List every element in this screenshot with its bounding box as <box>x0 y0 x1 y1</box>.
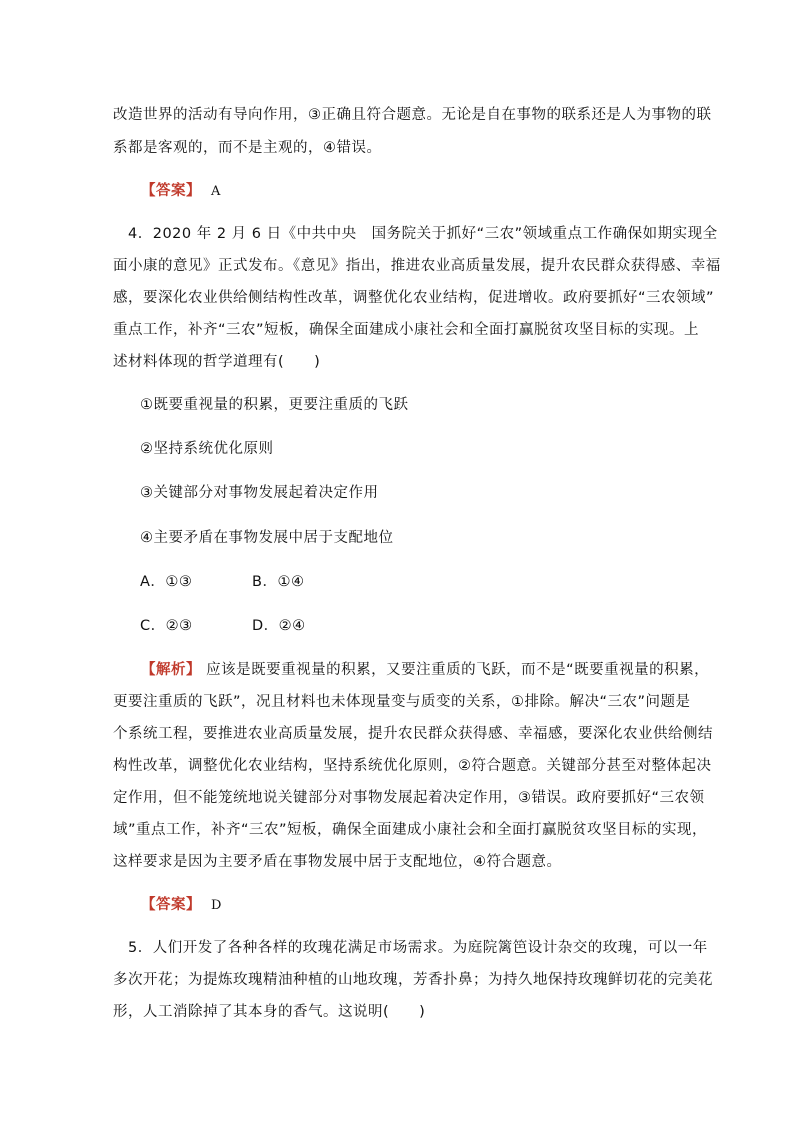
analysis-4-line-5: 定作用，但不能笼统地说关键部分对事物发展起着决定作用，③错误。政府要抓好“三农领 <box>113 790 705 806</box>
analysis-tag: 【解析】 <box>141 662 201 678</box>
question-5-line-3: 形，人工消除掉了其本身的香气。这说明( ) <box>113 1004 426 1020</box>
statement-1: ①既要重视量的积累，更要注重质的飞跃 <box>140 397 409 413</box>
question-4-line-5: 述材料体现的哲学道理有( ) <box>113 354 321 370</box>
analysis-first-line: 应该是既要重视量的积累，又要注重质的飞跃，而不是“既要重视量的积累， <box>206 662 710 678</box>
analysis-4-line-2: 更要注重质的飞跃”，况且材料也未体现量变与质变的关系，①排除。解决“三农”问题是 <box>113 694 691 710</box>
answer-3-row <box>113 179 221 200</box>
answer-tag: 【答案】 <box>141 183 201 199</box>
analysis-4-line-6: 域”重点工作，补齐“三农”短板，确保全面建成小康社会和全面打赢脱贫攻坚目标的实现， <box>113 822 708 838</box>
analysis-4-line-1 <box>113 658 709 679</box>
option-c: C．②③ <box>140 618 193 634</box>
analysis-4-line-3: 个系统工程，要推进农业高质量发展，提升农民群众获得感、幸福感，要深化农业供给侧结 <box>113 726 713 742</box>
analysis-4-line-7: 这样要求是因为主要矛盾在事物发展中居于支配地位，④符合题意。 <box>113 854 562 870</box>
question-4-line-2: 面小康的意见》正式发布。《意见》指出，推进农业高质量发展，提升农民群众获得感、幸福 <box>113 258 721 274</box>
answer-4-row <box>113 893 222 914</box>
prev-explanation-line-1: 改造世界的活动有导向作用，③正确且符合题意。无论是自在事物的联系还是人为事物的联 <box>113 107 712 123</box>
question-4-line-4: 重点工作，补齐“三农”短板，确保全面建成小康社会和全面打赢脱贫攻坚目标的实现。上 <box>113 322 700 338</box>
statement-3: ③关键部分对事物发展起着决定作用 <box>140 485 379 501</box>
answer-value: D <box>211 898 222 913</box>
question-5-line-2: 多次开花；为提炼玫瑰精油种植的山地玫瑰，芳香扑鼻；为持久地保持玫瑰鲜切花的完美花 <box>113 972 713 988</box>
question-5-line-1: 5．人们开发了各种各样的玫瑰花满足市场需求。为庭院篱笆设计杂交的玫瑰，可以一年 <box>113 940 708 956</box>
analysis-4-line-4: 构性改革，调整优化农业结构，坚持系统优化原则，②符合题意。关键部分甚至对整体起决 <box>113 758 712 774</box>
statement-4: ④主要矛盾在事物发展中居于支配地位 <box>140 530 394 546</box>
option-d: D．②④ <box>252 618 306 634</box>
question-4-line-1: 4．2020 年 2 月 6 日《中共中央 国务院关于抓好“三农”领域重点工作确保如期实现全 <box>113 226 718 242</box>
option-a: A．①③ <box>140 574 193 590</box>
answer-value: A <box>211 184 221 199</box>
statement-2: ②坚持系统优化原则 <box>140 441 274 457</box>
answer-tag: 【答案】 <box>141 897 201 913</box>
question-4-line-3: 感，要深化农业供给侧结构性改革，调整优化农业结构，促进增收。政府要抓好“三农领域” <box>113 290 715 306</box>
option-b: B．①④ <box>252 574 305 590</box>
prev-explanation-line-2: 系都是客观的，而不是主观的，④错误。 <box>113 140 382 156</box>
